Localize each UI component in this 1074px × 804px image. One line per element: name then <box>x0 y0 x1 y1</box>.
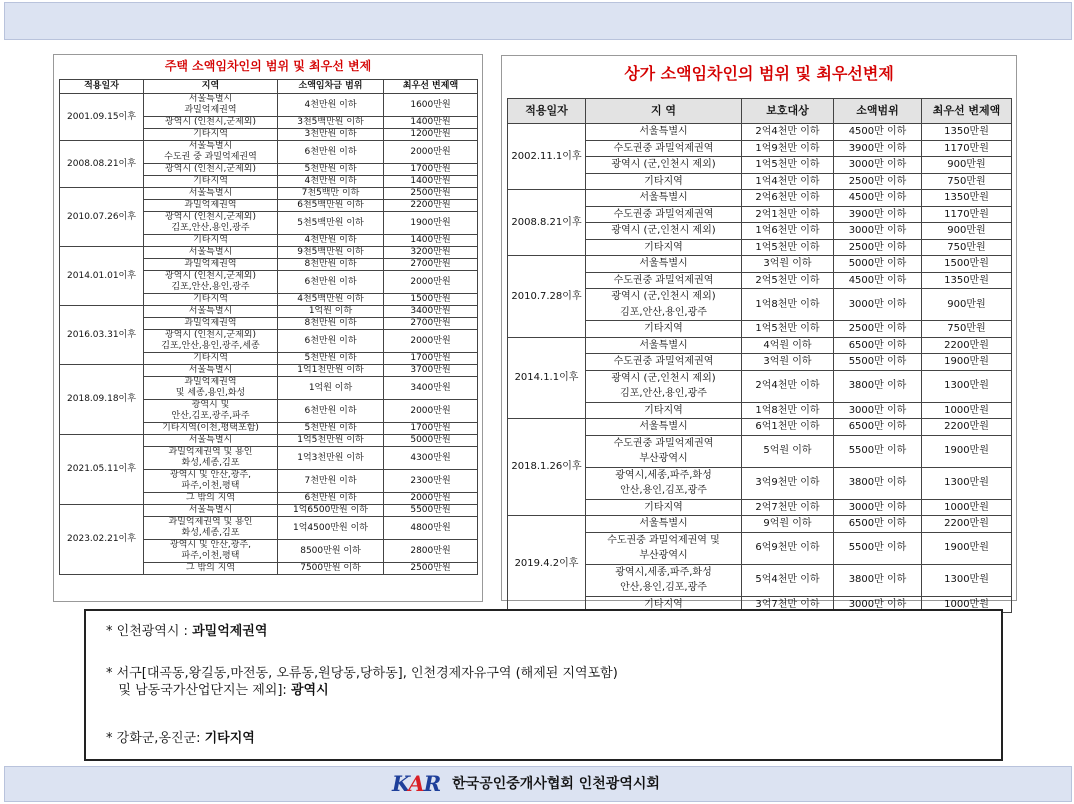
right-header-4: 최우선 변제액 <box>922 99 1012 124</box>
right-range-cell: 4500만 이하 <box>834 124 922 141</box>
left-table-row <box>60 365 478 377</box>
footer-logo <box>392 769 660 797</box>
right-amount-cell: 1000만원 <box>922 402 1012 419</box>
right-region-cell: 수도권중 과밀억제권역 부산광역시 <box>586 435 742 467</box>
left-region-cell: 과밀억제권역 및 용인 화성,세종,김포 <box>144 517 278 540</box>
right-region-cell: 광역시 (군,인천시 제외) <box>586 223 742 240</box>
right-target-cell: 2억1천만 이하 <box>742 206 834 223</box>
right-amount-cell: 1350만원 <box>922 124 1012 141</box>
right-amount-cell: 1350만원 <box>922 190 1012 207</box>
left-region-cell: 과밀억제권역 및 세종,용인,화성 <box>144 377 278 400</box>
right-region-cell: 기타지역 <box>586 239 742 256</box>
left-amount-cell: 2000만원 <box>384 271 478 294</box>
right-table-row <box>508 337 1012 354</box>
left-region-cell: 기타지역 <box>144 176 278 188</box>
right-range-cell: 5500만 이하 <box>834 354 922 371</box>
right-region-cell: 수도권중 과밀억제권역 <box>586 354 742 371</box>
right-target-cell: 1억6천만 이하 <box>742 223 834 240</box>
left-region-cell: 서울특별시 과밀억제권역 <box>144 94 278 117</box>
right-amount-cell: 1900만원 <box>922 354 1012 371</box>
note-seogu-line2 <box>106 682 618 699</box>
left-range-cell: 3천5백만원 이하 <box>278 117 384 129</box>
right-target-cell: 2억7천만 이하 <box>742 499 834 516</box>
right-target-cell: 6억1천만 이하 <box>742 419 834 436</box>
left-region-cell: 과밀억제권역 및 용인 화성,세종,김포 <box>144 447 278 470</box>
right-region-cell: 기타지역 <box>586 596 742 613</box>
right-amount-cell: 900만원 <box>922 157 1012 174</box>
left-region-cell: 서울특별시 <box>144 306 278 318</box>
right-target-cell: 3억원 이하 <box>742 354 834 371</box>
left-date-cell: 2016.03.31이후 <box>60 306 144 365</box>
left-date-cell: 2014.01.01이후 <box>60 247 144 306</box>
right-range-cell: 6500만 이하 <box>834 419 922 436</box>
note-incheon-text: * 인천광역시 : <box>106 624 193 639</box>
left-region-cell: 광역시 (인천시,군제외) 김포,안산,용인,광주 <box>144 212 278 235</box>
left-amount-cell: 3400만원 <box>384 306 478 318</box>
right-region-cell: 기타지역 <box>586 402 742 419</box>
right-target-cell: 2억5천만 이하 <box>742 272 834 289</box>
left-table-row <box>60 435 478 447</box>
left-amount-cell: 5500만원 <box>384 505 478 517</box>
logo-letter-a: A <box>408 770 424 796</box>
right-amount-cell: 1000만원 <box>922 499 1012 516</box>
note-ganghwa-text: * 강화군,옹진군: <box>106 731 205 746</box>
right-amount-cell: 900만원 <box>922 223 1012 240</box>
right-amount-cell: 1350만원 <box>922 272 1012 289</box>
notes-box <box>84 609 1003 761</box>
right-amount-cell: 2200만원 <box>922 516 1012 533</box>
right-region-cell: 광역시,세종,파주,화성 안산,용인,김포,광주 <box>586 564 742 596</box>
right-region-cell: 기타지역 <box>586 321 742 338</box>
right-target-cell: 3억7천만 이하 <box>742 596 834 613</box>
left-amount-cell: 2300만원 <box>384 470 478 493</box>
right-range-cell: 3900만 이하 <box>834 206 922 223</box>
right-region-cell: 서울특별시 <box>586 124 742 141</box>
left-amount-cell: 1900만원 <box>384 212 478 235</box>
right-target-cell: 1억5천만 이하 <box>742 321 834 338</box>
right-header-0: 적용일자 <box>508 99 586 124</box>
left-amount-cell: 2000만원 <box>384 493 478 505</box>
right-amount-cell: 1900만원 <box>922 532 1012 564</box>
right-range-cell: 2500만 이하 <box>834 239 922 256</box>
left-range-cell: 4천만원 이하 <box>278 176 384 188</box>
right-target-cell: 9억원 이하 <box>742 516 834 533</box>
right-target-cell: 1억5천만 이하 <box>742 157 834 174</box>
right-date-cell: 2002.11.1이후 <box>508 124 586 190</box>
right-region-cell: 서울특별시 <box>586 516 742 533</box>
right-target-cell: 2억4천만 이하 <box>742 124 834 141</box>
left-region-cell: 기타지역 <box>144 353 278 365</box>
left-range-cell: 1억원 이하 <box>278 377 384 400</box>
left-amount-cell: 1700만원 <box>384 164 478 176</box>
right-range-cell: 5500만 이하 <box>834 532 922 564</box>
left-amount-cell: 1400만원 <box>384 176 478 188</box>
right-target-cell: 5억4천만 이하 <box>742 564 834 596</box>
left-amount-cell: 2200만원 <box>384 200 478 212</box>
right-amount-cell: 900만원 <box>922 289 1012 321</box>
right-range-cell: 3000만 이하 <box>834 289 922 321</box>
left-header-2: 소액임차금 범위 <box>278 80 384 94</box>
left-region-cell: 서울특별시 <box>144 505 278 517</box>
right-amount-cell: 1000만원 <box>922 596 1012 613</box>
right-table-row <box>508 124 1012 141</box>
right-region-cell: 서울특별시 <box>586 190 742 207</box>
left-amount-cell: 1400만원 <box>384 117 478 129</box>
left-amount-cell: 1400만원 <box>384 235 478 247</box>
right-amount-cell: 750만원 <box>922 239 1012 256</box>
right-table-row <box>508 419 1012 436</box>
commercial-table-header <box>508 99 1012 124</box>
left-amount-cell: 2000만원 <box>384 330 478 353</box>
left-range-cell: 5천5백만원 이하 <box>278 212 384 235</box>
right-range-cell: 6500만 이하 <box>834 337 922 354</box>
left-range-cell: 4천5백만원 이하 <box>278 294 384 306</box>
left-region-cell: 과밀억제권역 <box>144 318 278 330</box>
left-range-cell: 5천만원 이하 <box>278 353 384 365</box>
left-region-cell: 과밀억제권역 <box>144 259 278 271</box>
housing-table-title: 주택 소액임차인의 범위 및 최우선 변제 <box>164 59 372 73</box>
right-range-cell: 3000만 이하 <box>834 596 922 613</box>
right-target-cell: 1억8천만 이하 <box>742 289 834 321</box>
right-target-cell: 3억9천만 이하 <box>742 467 834 499</box>
left-range-cell: 4천만원 이하 <box>278 235 384 247</box>
left-range-cell: 1억3천만원 이하 <box>278 447 384 470</box>
commercial-table <box>507 98 1012 613</box>
right-amount-cell: 750만원 <box>922 321 1012 338</box>
right-amount-cell: 1300만원 <box>922 370 1012 402</box>
right-region-cell: 기타지역 <box>586 173 742 190</box>
left-amount-cell: 2500만원 <box>384 188 478 200</box>
left-range-cell: 1억6500만원 이하 <box>278 505 384 517</box>
right-target-cell: 2억4천만 이하 <box>742 370 834 402</box>
left-table-row <box>60 94 478 117</box>
left-range-cell: 5천만원 이하 <box>278 423 384 435</box>
left-date-cell: 2018.09.18이후 <box>60 365 144 435</box>
right-range-cell: 6500만 이하 <box>834 516 922 533</box>
left-amount-cell: 2700만원 <box>384 259 478 271</box>
right-header-1: 지 역 <box>586 99 742 124</box>
left-region-cell: 기타지역 <box>144 129 278 141</box>
right-amount-cell: 1170만원 <box>922 140 1012 157</box>
right-amount-cell: 1300만원 <box>922 564 1012 596</box>
housing-table-panel <box>53 54 483 602</box>
right-region-cell: 수도권중 과밀억제권역 <box>586 272 742 289</box>
left-date-cell: 2008.08.21이후 <box>60 141 144 188</box>
right-range-cell: 3800만 이하 <box>834 467 922 499</box>
left-range-cell: 3천만원 이하 <box>278 129 384 141</box>
left-region-cell: 광역시 (인천시,군제외) 김포,안산,용인,광주,세종 <box>144 330 278 353</box>
logo-letter-k: K <box>392 770 409 796</box>
left-amount-cell: 3200만원 <box>384 247 478 259</box>
left-date-cell: 2023.02.21이후 <box>60 505 144 575</box>
right-amount-cell: 2200만원 <box>922 419 1012 436</box>
right-range-cell: 3900만 이하 <box>834 140 922 157</box>
right-date-cell: 2010.7.28이후 <box>508 256 586 338</box>
left-region-cell: 그 밖의 지역 <box>144 493 278 505</box>
left-table-row <box>60 247 478 259</box>
left-range-cell: 7500만원 이하 <box>278 563 384 575</box>
left-range-cell: 4천만원 이하 <box>278 94 384 117</box>
left-amount-cell: 1700만원 <box>384 353 478 365</box>
commercial-table-title: 상가 소액임차인의 범위 및 최우선변제 <box>624 64 894 83</box>
left-table-row <box>60 306 478 318</box>
left-amount-cell: 2000만원 <box>384 400 478 423</box>
left-header-3: 최우선 변제액 <box>384 80 478 94</box>
right-amount-cell: 750만원 <box>922 173 1012 190</box>
right-target-cell: 1억5천만 이하 <box>742 239 834 256</box>
right-target-cell: 2억6천만 이하 <box>742 190 834 207</box>
left-amount-cell: 1700만원 <box>384 423 478 435</box>
left-region-cell: 과밀억제권역 <box>144 200 278 212</box>
left-region-cell: 광역시 및 안산,광주, 파주,이천,평택 <box>144 540 278 563</box>
right-region-cell: 광역시,세종,파주,화성 안산,용인,김포,광주 <box>586 467 742 499</box>
right-region-cell: 수도권중 과밀억제권역 및 부산광역시 <box>586 532 742 564</box>
left-range-cell: 6천5백만원 이하 <box>278 200 384 212</box>
right-range-cell: 4500만 이하 <box>834 272 922 289</box>
right-region-cell: 서울특별시 <box>586 337 742 354</box>
left-table-row <box>60 141 478 164</box>
left-region-cell: 서울특별시 <box>144 188 278 200</box>
note-incheon-class: 과밀억제권역 <box>192 624 268 639</box>
right-target-cell: 1억9천만 이하 <box>742 140 834 157</box>
left-range-cell: 8천만원 이하 <box>278 259 384 271</box>
right-target-cell: 5억원 이하 <box>742 435 834 467</box>
right-range-cell: 2500만 이하 <box>834 173 922 190</box>
left-amount-cell: 2800만원 <box>384 540 478 563</box>
right-date-cell: 2008.8.21이후 <box>508 190 586 256</box>
left-amount-cell: 5000만원 <box>384 435 478 447</box>
left-range-cell: 8천만원 이하 <box>278 318 384 330</box>
right-range-cell: 3800만 이하 <box>834 370 922 402</box>
left-region-cell: 광역시 (인천시,군제외) 김포,안산,용인,광주 <box>144 271 278 294</box>
left-amount-cell: 4300만원 <box>384 447 478 470</box>
right-amount-cell: 1170만원 <box>922 206 1012 223</box>
left-range-cell: 5천만원 이하 <box>278 164 384 176</box>
left-range-cell: 6천만원 이하 <box>278 141 384 164</box>
left-date-cell: 2010.07.26이후 <box>60 188 144 247</box>
right-target-cell: 3억원 이하 <box>742 256 834 273</box>
kar-logo-icon <box>392 771 440 796</box>
note-ganghwa <box>106 730 255 747</box>
right-amount-cell: 1900만원 <box>922 435 1012 467</box>
right-range-cell: 3800만 이하 <box>834 564 922 596</box>
right-date-cell: 2018.1.26이후 <box>508 419 586 516</box>
right-range-cell: 3000만 이하 <box>834 402 922 419</box>
right-region-cell: 광역시 (군,인천시 제외) 김포,안산,용인,광주 <box>586 289 742 321</box>
right-range-cell: 5500만 이하 <box>834 435 922 467</box>
left-header-1: 지역 <box>144 80 278 94</box>
left-range-cell: 6천만원 이하 <box>278 330 384 353</box>
right-range-cell: 3000만 이하 <box>834 223 922 240</box>
left-region-cell: 기타지역(이천,평택포함) <box>144 423 278 435</box>
right-target-cell: 4억원 이하 <box>742 337 834 354</box>
note-seogu <box>106 665 618 699</box>
left-region-cell: 광역시 (인천시,군제외) <box>144 164 278 176</box>
left-range-cell: 9천5백만원 이하 <box>278 247 384 259</box>
right-region-cell: 서울특별시 <box>586 256 742 273</box>
left-range-cell: 1억5천만원 이하 <box>278 435 384 447</box>
organization-name: 한국공인중개사협회 인천광역시회 <box>452 776 660 792</box>
left-amount-cell: 2000만원 <box>384 141 478 164</box>
right-target-cell: 6억9천만 이하 <box>742 532 834 564</box>
left-region-cell: 서울특별시 <box>144 435 278 447</box>
note-seogu-line1: * 서구[대곡동,왕길동,마전동, 오류동,원당동,당하동], 인천경제자유구역 (해제된 지역포함) <box>106 666 618 681</box>
right-date-cell: 2019.4.2이후 <box>508 516 586 613</box>
left-header-0: 적용일자 <box>60 80 144 94</box>
right-range-cell: 2500만 이하 <box>834 321 922 338</box>
left-range-cell: 8500만원 이하 <box>278 540 384 563</box>
right-table-row <box>508 516 1012 533</box>
left-amount-cell: 1200만원 <box>384 129 478 141</box>
left-region-cell: 광역시 (인천시,군제외) <box>144 117 278 129</box>
left-region-cell: 그 밖의 지역 <box>144 563 278 575</box>
right-range-cell: 5000만 이하 <box>834 256 922 273</box>
right-amount-cell: 1300만원 <box>922 467 1012 499</box>
logo-letter-r: R <box>423 770 441 796</box>
right-table-row <box>508 190 1012 207</box>
note-seogu-line2-text: 및 남동국가산업단지는 제외]: <box>106 683 291 698</box>
right-header-2: 보호대상 <box>742 99 834 124</box>
right-range-cell: 3000만 이하 <box>834 499 922 516</box>
left-amount-cell: 3400만원 <box>384 377 478 400</box>
left-range-cell: 7천만원 이하 <box>278 470 384 493</box>
right-amount-cell: 2200만원 <box>922 337 1012 354</box>
housing-table-header <box>60 80 478 94</box>
left-amount-cell: 4800만원 <box>384 517 478 540</box>
right-region-cell: 기타지역 <box>586 499 742 516</box>
left-range-cell: 6천만원 이하 <box>278 400 384 423</box>
right-target-cell: 1억8천만 이하 <box>742 402 834 419</box>
left-amount-cell: 3700만원 <box>384 365 478 377</box>
right-region-cell: 광역시 (군,인천시 제외) 김포,안산,용인,광주 <box>586 370 742 402</box>
left-region-cell: 서울특별시 수도권 중 과밀억제권역 <box>144 141 278 164</box>
left-region-cell: 광역시 및 안산,광주, 파주,이천,평택 <box>144 470 278 493</box>
right-date-cell: 2014.1.1이후 <box>508 337 586 419</box>
left-region-cell: 서울특별시 <box>144 247 278 259</box>
left-range-cell: 6천만원 이하 <box>278 493 384 505</box>
left-range-cell: 1억1천만원 이하 <box>278 365 384 377</box>
left-table-row <box>60 505 478 517</box>
right-region-cell: 수도권중 과밀억제권역 <box>586 140 742 157</box>
left-region-cell: 광역시 및 안산,김포,광주,파주 <box>144 400 278 423</box>
left-region-cell: 서울특별시 <box>144 365 278 377</box>
housing-table <box>59 79 478 575</box>
note-ganghwa-class: 기타지역 <box>204 731 255 746</box>
note-seogu-class: 광역시 <box>290 683 329 698</box>
left-region-cell: 기타지역 <box>144 235 278 247</box>
left-date-cell: 2021.05.11이후 <box>60 435 144 505</box>
right-table-row <box>508 256 1012 273</box>
right-target-cell: 1억4천만 이하 <box>742 173 834 190</box>
right-region-cell: 광역시 (군,인천시 제외) <box>586 157 742 174</box>
right-header-3: 소액범위 <box>834 99 922 124</box>
right-amount-cell: 1500만원 <box>922 256 1012 273</box>
left-amount-cell: 2700만원 <box>384 318 478 330</box>
top-banner <box>4 2 1072 40</box>
left-range-cell: 7천5백만 이하 <box>278 188 384 200</box>
left-amount-cell: 2500만원 <box>384 563 478 575</box>
left-range-cell: 1억4500만원 이하 <box>278 517 384 540</box>
left-range-cell: 1억원 이하 <box>278 306 384 318</box>
right-region-cell: 수도권중 과밀억제권역 <box>586 206 742 223</box>
commercial-table-panel <box>501 55 1017 610</box>
left-range-cell: 6천만원 이하 <box>278 271 384 294</box>
left-amount-cell: 1600만원 <box>384 94 478 117</box>
right-range-cell: 3000만 이하 <box>834 157 922 174</box>
left-region-cell: 기타지역 <box>144 294 278 306</box>
left-amount-cell: 1500만원 <box>384 294 478 306</box>
right-range-cell: 4500만 이하 <box>834 190 922 207</box>
note-incheon <box>106 623 267 640</box>
left-date-cell: 2001.09.15이후 <box>60 94 144 141</box>
right-region-cell: 서울특별시 <box>586 419 742 436</box>
left-table-row <box>60 188 478 200</box>
